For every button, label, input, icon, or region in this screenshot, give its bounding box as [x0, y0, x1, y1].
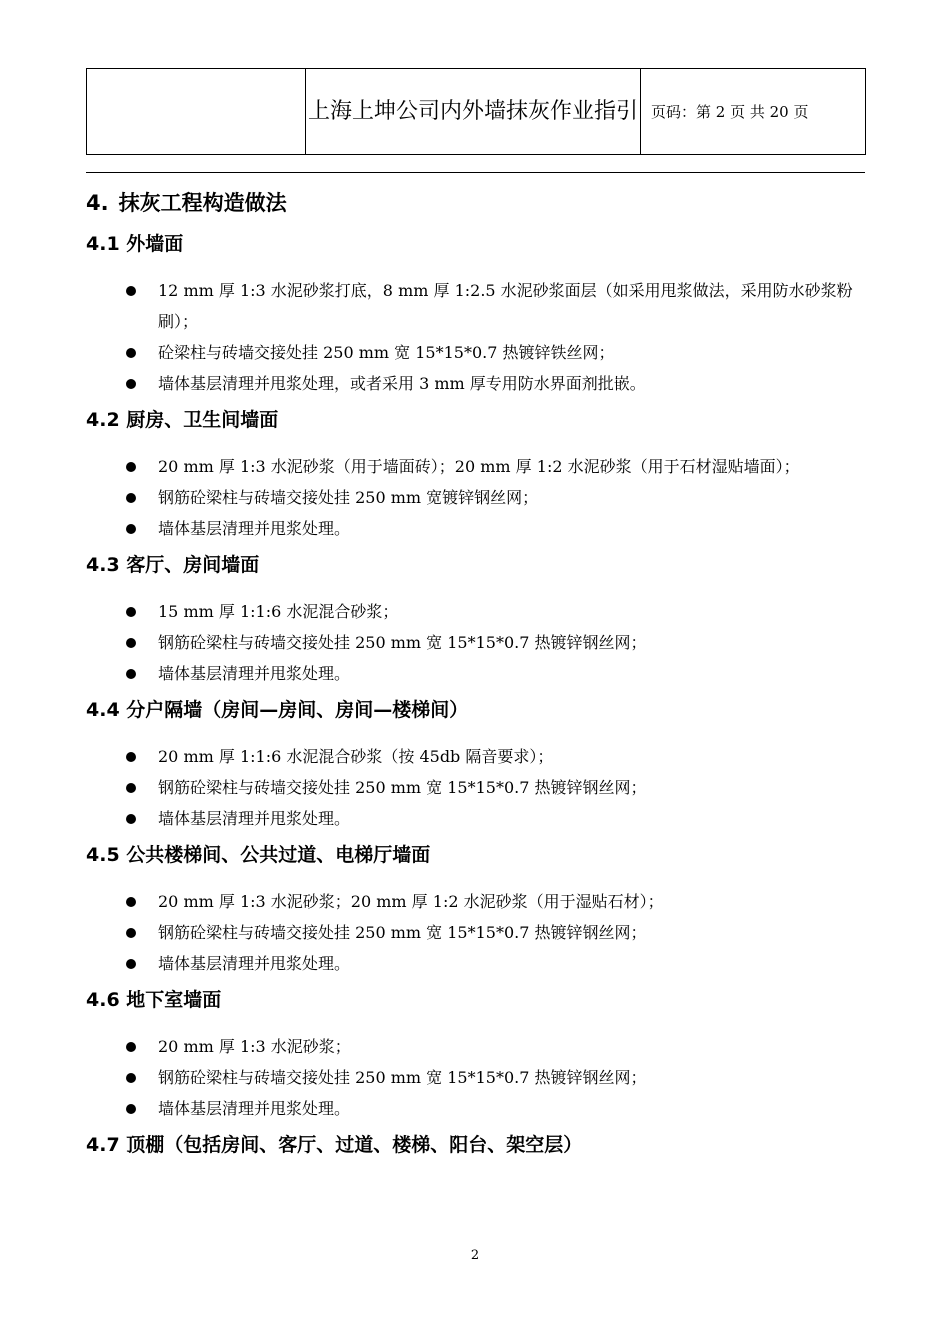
- section-title: 抹灰工程构造做法: [118, 191, 287, 215]
- bullet-icon: [126, 669, 136, 679]
- list-item: [86, 741, 868, 772]
- bullet-list: [86, 1015, 876, 1130]
- list-item-text: 15 mm 厚 1:1:6 水泥混合砂浆；: [158, 602, 399, 621]
- header-table: [86, 68, 866, 155]
- document-title: 上海上坤公司内外墙抹灰作业指引: [306, 69, 641, 155]
- subsection-heading: 4.5 公共楼梯间、公共过道、电梯厅墙面: [86, 844, 431, 866]
- bullet-icon: [126, 752, 136, 762]
- page-number: 2: [470, 1248, 480, 1263]
- list-item-text: 20 mm 厚 1:3 水泥砂浆；: [158, 1037, 351, 1056]
- subsection-heading: 4.7 顶棚（包括房间、客厅、过道、楼梯、阳台、架空层）: [86, 1134, 583, 1156]
- bullet-icon: [126, 1104, 136, 1114]
- list-item-text: 20 mm 厚 1:1:6 水泥混合砂浆（按 45db 隔音要求）；: [158, 747, 554, 766]
- list-item: [86, 627, 868, 658]
- subsection-heading: 4.1 外墙面: [86, 233, 184, 255]
- logo-cell: [87, 69, 306, 155]
- list-item: [86, 1062, 868, 1093]
- list-item: [86, 275, 868, 337]
- list-item: [86, 803, 868, 834]
- bullet-icon: [126, 348, 136, 358]
- list-item-text: 12 mm 厚 1:3 水泥砂浆打底，8 mm 厚 1:2.5 水泥砂浆面层（如采用甩浆做法，采用防水砂浆粉刷）；: [158, 281, 853, 331]
- bullet-icon: [126, 1073, 136, 1083]
- bullet-icon: [126, 462, 136, 472]
- list-item-text: 20 mm 厚 1:3 水泥砂浆；20 mm 厚 1:2 水泥砂浆（用于湿贴石材）；: [158, 892, 664, 911]
- bullet-list: [86, 259, 876, 405]
- document-body: [86, 186, 876, 1160]
- list-item: [86, 1031, 868, 1062]
- bullet-icon: [126, 897, 136, 907]
- bullet-icon: [126, 959, 136, 969]
- list-item: [86, 337, 868, 368]
- list-item-text: 钢筋砼梁柱与砖墙交接处挂 250 mm 宽镀锌钢丝网；: [158, 488, 539, 507]
- bullet-list: [86, 725, 876, 840]
- list-item: [86, 368, 868, 399]
- list-item-text: 20 mm 厚 1:3 水泥砂浆（用于墙面砖）；20 mm 厚 1:2 水泥砂浆（用于石材湿贴墙面）；: [158, 457, 800, 476]
- list-item: [86, 886, 868, 917]
- bullet-icon: [126, 493, 136, 503]
- list-item-text: 墙体基层清理并甩浆处理，或者采用 3 mm 厚专用防水界面剂批嵌。: [158, 374, 646, 393]
- page-info: 页码：第 2 页 共 20 页: [641, 69, 866, 155]
- list-item: [86, 772, 868, 803]
- list-item-text: 砼梁柱与砖墙交接处挂 250 mm 宽 15*15*0.7 热镀锌铁丝网；: [158, 343, 615, 362]
- bullet-icon: [126, 638, 136, 648]
- list-item: [86, 451, 868, 482]
- list-item: [86, 482, 868, 513]
- list-item: [86, 658, 868, 689]
- list-item-text: 墙体基层清理并甩浆处理。: [158, 664, 351, 683]
- bullet-list: [86, 435, 876, 550]
- bullet-icon: [126, 524, 136, 534]
- list-item: [86, 1093, 868, 1124]
- list-item-text: 墙体基层清理并甩浆处理。: [158, 954, 351, 973]
- bullet-icon: [126, 814, 136, 824]
- list-item-text: 墙体基层清理并甩浆处理。: [158, 809, 351, 828]
- list-item: [86, 513, 868, 544]
- section-heading: [86, 186, 876, 220]
- bullet-icon: [126, 379, 136, 389]
- bullet-list: [86, 580, 876, 695]
- bullet-icon: [126, 783, 136, 793]
- list-item-text: 钢筋砼梁柱与砖墙交接处挂 250 mm 宽 15*15*0.7 热镀锌钢丝网；: [158, 633, 647, 652]
- subsection-heading: 4.6 地下室墙面: [86, 989, 222, 1011]
- header-rule: [86, 172, 865, 173]
- bullet-icon: [126, 607, 136, 617]
- list-item: [86, 917, 868, 948]
- bullet-icon: [126, 1042, 136, 1052]
- list-item: [86, 948, 868, 979]
- list-item-text: 墙体基层清理并甩浆处理。: [158, 519, 351, 538]
- bullet-list: [86, 870, 876, 985]
- subsection-list: [86, 229, 876, 1160]
- list-item: [86, 596, 868, 627]
- section-number: 4.: [86, 191, 109, 215]
- subsection-heading: 4.3 客厅、房间墙面: [86, 554, 260, 576]
- list-item-text: 钢筋砼梁柱与砖墙交接处挂 250 mm 宽 15*15*0.7 热镀锌钢丝网；: [158, 1068, 647, 1087]
- bullet-icon: [126, 928, 136, 938]
- list-item-text: 墙体基层清理并甩浆处理。: [158, 1099, 351, 1118]
- list-item-text: 钢筋砼梁柱与砖墙交接处挂 250 mm 宽 15*15*0.7 热镀锌钢丝网；: [158, 923, 647, 942]
- subsection-heading: 4.2 厨房、卫生间墙面: [86, 409, 279, 431]
- bullet-icon: [126, 286, 136, 296]
- subsection-heading: 4.4 分户隔墙（房间—房间、房间—楼梯间）: [86, 699, 469, 721]
- list-item-text: 钢筋砼梁柱与砖墙交接处挂 250 mm 宽 15*15*0.7 热镀锌钢丝网；: [158, 778, 647, 797]
